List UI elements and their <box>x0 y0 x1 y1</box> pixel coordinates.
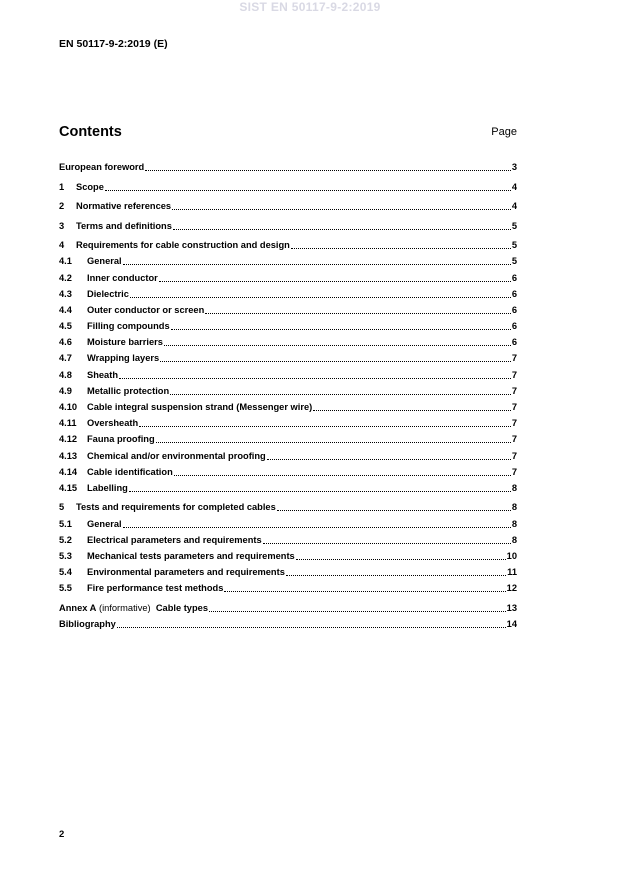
toc-entry-number: 4.2 <box>59 272 72 283</box>
toc-entry-number: 4.3 <box>59 288 72 299</box>
toc-entry-title: Electrical parameters and requirements <box>87 534 262 545</box>
toc-entry-4-1[interactable] <box>59 251 517 267</box>
toc-entry-title: Inner conductor <box>87 272 158 283</box>
dot-leader <box>286 564 506 576</box>
dot-leader <box>205 302 511 314</box>
toc-entry-title: Wrapping layers <box>87 353 160 364</box>
toc-entry-title: Sheath <box>87 369 118 380</box>
toc-entry-4[interactable] <box>59 235 517 251</box>
toc-entry-4-2[interactable] <box>59 267 517 283</box>
toc-entry-title: Bibliography <box>59 619 116 630</box>
toc-entry-title: Tests and requirements for completed cables <box>76 502 276 513</box>
toc-entry-number: 5.1 <box>59 518 72 529</box>
toc-entry-page: 13 <box>506 602 517 613</box>
toc-entry-number: 4.5 <box>59 321 72 332</box>
toc-entry-page: 14 <box>506 619 517 630</box>
toc-entry-page: 8 <box>511 534 517 545</box>
toc-entry-page: 6 <box>511 321 517 332</box>
toc-entry-title: Cable identification <box>87 466 173 477</box>
toc-entry-5-4[interactable] <box>59 562 517 578</box>
toc-entry-title: Mechanical tests parameters and requirements <box>87 550 295 561</box>
toc-entry-page: 3 <box>511 162 517 173</box>
toc-entry-page: 8 <box>511 518 517 529</box>
toc-entry-page: 6 <box>511 272 517 283</box>
toc-entry-5[interactable] <box>59 497 517 513</box>
toc-entry-number: 4.6 <box>59 337 72 348</box>
toc-entry-title: Environmental parameters and requirements <box>87 567 285 578</box>
dot-leader <box>291 237 511 249</box>
toc-entry-4-8[interactable] <box>59 364 517 380</box>
toc-entry-page: 7 <box>511 402 517 412</box>
toc-entry-2[interactable] <box>59 196 517 212</box>
toc-entry-bibliography[interactable] <box>59 614 517 630</box>
toc-entry-page: 4 <box>511 181 517 192</box>
toc-entry-title: Moisture barriers <box>87 337 163 348</box>
toc-entry-number: 4.11 <box>59 418 77 429</box>
toc-entry-number: 4.7 <box>59 353 72 364</box>
toc-entry-title: General <box>87 518 122 529</box>
toc-entry-4-12[interactable] <box>59 429 517 445</box>
dot-leader <box>130 286 511 298</box>
table-of-contents <box>59 157 517 630</box>
toc-entry-number: 4.10 <box>59 402 78 412</box>
toc-entry-page: 12 <box>506 583 517 594</box>
toc-entry-european-foreword[interactable] <box>59 157 517 173</box>
toc-entry-number: 5.2 <box>59 534 72 545</box>
dot-leader <box>171 318 511 330</box>
toc-entry-annex-type: (informative) <box>98 602 151 613</box>
toc-entry-4-11[interactable] <box>59 413 517 429</box>
dot-leader <box>277 499 511 511</box>
toc-entry-annex-a[interactable] <box>59 598 517 614</box>
dot-leader <box>159 270 511 282</box>
toc-entry-4-13[interactable] <box>59 445 517 461</box>
toc-entry-title: Scope <box>76 181 104 192</box>
toc-entry-title: Annex A <box>59 602 97 613</box>
dot-leader <box>156 431 511 443</box>
toc-entry-page: 8 <box>511 482 517 493</box>
toc-entry-page: 7 <box>511 418 517 429</box>
dot-leader <box>164 334 511 346</box>
toc-entry-page: 7 <box>511 434 517 445</box>
dot-leader <box>123 253 511 265</box>
toc-entry-5-3[interactable] <box>59 546 517 562</box>
toc-entry-page: 6 <box>511 304 517 315</box>
toc-entry-page: 7 <box>511 353 517 364</box>
toc-entry-page: 6 <box>511 288 517 299</box>
toc-entry-4-6[interactable] <box>59 332 517 348</box>
toc-entry-5-5[interactable] <box>59 578 517 594</box>
toc-entry-number: 4.1 <box>59 256 72 267</box>
toc-entry-title: Filling compounds <box>87 321 170 332</box>
dot-leader <box>173 218 511 230</box>
toc-entry-number: 5 <box>59 502 65 513</box>
dot-leader <box>263 532 511 544</box>
toc-entry-page: 6 <box>511 337 517 348</box>
dot-leader <box>172 198 511 210</box>
toc-entry-5-2[interactable] <box>59 530 517 546</box>
dot-leader <box>129 480 511 492</box>
toc-entry-page: 7 <box>511 466 517 477</box>
dot-leader <box>224 580 505 592</box>
toc-entry-title: Metallic protection <box>87 385 170 396</box>
toc-entry-number: 4 <box>59 240 65 251</box>
toc-entry-title: Cable integral suspension strand (Messenger wire) <box>87 402 313 412</box>
page-number: 2 <box>59 829 65 840</box>
dot-leader <box>174 464 511 476</box>
toc-entry-number: 4.15 <box>59 482 78 493</box>
toc-entry-5-1[interactable] <box>59 513 517 529</box>
toc-entry-title: Outer conductor or screen <box>87 304 205 315</box>
toc-entry-number: 4.8 <box>59 369 72 380</box>
contents-title: Contents <box>59 124 122 140</box>
toc-entry-number: 4.4 <box>59 304 72 315</box>
toc-entry-title: Fauna proofing <box>87 434 155 445</box>
toc-entry-page: 8 <box>511 502 517 513</box>
toc-entry-page: 10 <box>506 550 517 561</box>
toc-entry-4-3[interactable] <box>59 284 517 300</box>
toc-entry-number: 5.3 <box>59 550 72 561</box>
dot-leader <box>139 415 511 427</box>
toc-entry-4-7[interactable] <box>59 348 517 364</box>
dot-leader <box>267 448 511 460</box>
toc-entry-4-5[interactable] <box>59 316 517 332</box>
toc-entry-title: Labelling <box>87 482 128 493</box>
toc-entry-page: 5 <box>511 256 517 267</box>
page-column-label: Page <box>491 126 517 138</box>
toc-entry-number: 5.4 <box>59 567 72 578</box>
toc-entry-number: 1 <box>59 181 65 192</box>
toc-entry-title: Normative references <box>76 201 172 212</box>
toc-entry-page: 7 <box>511 450 517 461</box>
toc-entry-title: Fire performance test methods <box>87 583 224 594</box>
toc-entry-number: 5.5 <box>59 583 72 594</box>
dot-leader <box>160 350 511 362</box>
toc-entry-number: 4.14 <box>59 466 78 477</box>
dot-leader <box>170 383 511 395</box>
toc-entry-number: 2 <box>59 201 65 212</box>
dot-leader <box>119 367 511 379</box>
toc-entry-title: Dielectric <box>87 288 129 299</box>
document-id: EN 50117-9-2:2019 (E) <box>59 38 168 50</box>
toc-entry-title: General <box>87 256 122 267</box>
dot-leader <box>313 399 511 411</box>
dot-leader <box>209 600 506 612</box>
toc-entry-4-10[interactable] <box>59 397 517 413</box>
toc-entry-title: Oversheath <box>87 418 139 429</box>
toc-entry-title: Terms and definitions <box>76 220 172 231</box>
toc-entry-title: European foreword <box>59 162 145 173</box>
toc-entry-page: 5 <box>511 220 517 231</box>
toc-entry-page: 7 <box>511 385 517 396</box>
toc-entry-4-4[interactable] <box>59 300 517 316</box>
dot-leader <box>117 616 506 628</box>
toc-entry-number: 4.12 <box>59 434 78 445</box>
toc-entry-1[interactable] <box>59 176 517 192</box>
toc-entry-4-15[interactable] <box>59 478 517 494</box>
watermark: SIST EN 50117-9-2:2019 <box>239 0 381 14</box>
dot-leader <box>296 548 506 560</box>
dot-leader <box>105 179 511 191</box>
toc-entry-4-14[interactable] <box>59 462 517 478</box>
dot-leader <box>123 516 511 528</box>
dot-leader <box>145 159 511 171</box>
toc-entry-number: 4.9 <box>59 385 72 396</box>
toc-entry-page: 5 <box>511 240 517 251</box>
toc-entry-page: 7 <box>511 369 517 380</box>
toc-entry-title: Requirements for cable construction and design <box>76 240 290 251</box>
toc-entry-annex-title: Cable types <box>155 602 208 613</box>
toc-entry-page: 4 <box>511 201 517 212</box>
toc-entry-title: Chemical and/or environmental proofing <box>87 450 266 461</box>
toc-entry-number: 4.13 <box>59 450 78 461</box>
toc-entry-3[interactable] <box>59 215 517 231</box>
toc-entry-page: 11 <box>507 567 517 578</box>
toc-entry-4-9[interactable] <box>59 381 517 397</box>
toc-entry-number: 3 <box>59 220 65 231</box>
